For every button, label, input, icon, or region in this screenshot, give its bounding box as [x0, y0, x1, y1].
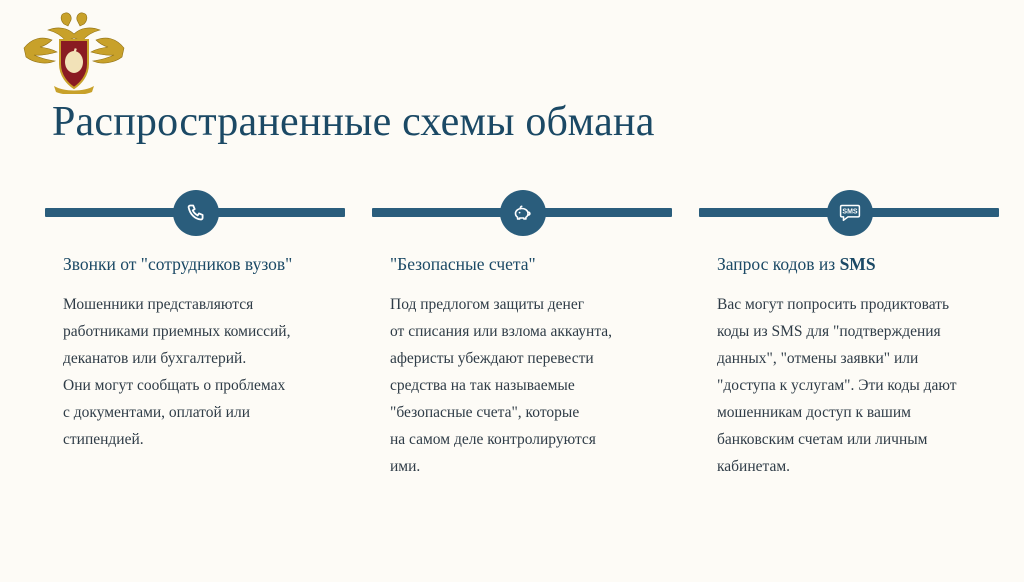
body-line: на самом деле контролируются: [390, 431, 596, 448]
phone-icon: [173, 190, 219, 236]
scheme-column-2: [372, 190, 672, 480]
body-line: Вас могут попросить продиктовать: [717, 296, 950, 313]
body-line: аферисты убеждают перевести: [390, 350, 594, 367]
slide-title: Распространенные схемы обмана: [52, 99, 655, 145]
scheme-body-3: [717, 291, 999, 480]
body-line: средства на так называемые: [390, 377, 575, 394]
body-line: мошенникам доступ к вашим: [717, 404, 911, 421]
heading-plain-text: Запрос кодов из: [717, 254, 840, 274]
body-line: коды из SMS для "подтверждения: [717, 323, 941, 340]
scheme-column-1: [45, 190, 345, 480]
body-line: данных", "отмены заявки" или: [717, 350, 919, 367]
svg-text:SMS: SMS: [842, 208, 858, 216]
body-line: ими.: [390, 458, 421, 475]
scheme-heading-2: "Безопасные счета": [390, 254, 536, 274]
timeline-bar-3: [699, 190, 999, 236]
ministry-emblem-icon: [18, 8, 130, 94]
body-line: от списания или взлома аккаунта,: [390, 323, 613, 340]
body-line: деканатов или бухгалтерий.: [63, 350, 247, 367]
scheme-column-3: [699, 190, 999, 480]
scheme-body-2: [390, 291, 672, 480]
timeline-bar-2: [372, 190, 672, 236]
body-line: работниками приемных комиссий,: [63, 323, 291, 340]
scheme-heading-1: Звонки от "сотрудников вузов": [63, 254, 293, 274]
body-line: "безопасные счета", которые: [390, 404, 580, 421]
heading-bold-text: SMS: [839, 254, 876, 274]
body-line: стипендией.: [63, 431, 144, 448]
body-line: с документами, оплатой или: [63, 404, 250, 421]
body-line: "доступа к услугам". Эти коды дают: [717, 377, 957, 394]
body-line: банковским счетам или личным: [717, 431, 928, 448]
body-line: Мошенники представляются: [63, 296, 254, 313]
columns-container: [45, 190, 1000, 480]
body-line: Под предлогом защиты денег: [390, 296, 585, 313]
body-line: кабинетам.: [717, 458, 791, 475]
timeline-bar-1: [45, 190, 345, 236]
body-line: Они могут сообщать о проблемах: [63, 377, 286, 394]
piggy-bank-icon: [500, 190, 546, 236]
sms-icon: [827, 190, 873, 236]
scheme-heading-3: [717, 252, 992, 277]
scheme-body-1: [63, 291, 345, 453]
